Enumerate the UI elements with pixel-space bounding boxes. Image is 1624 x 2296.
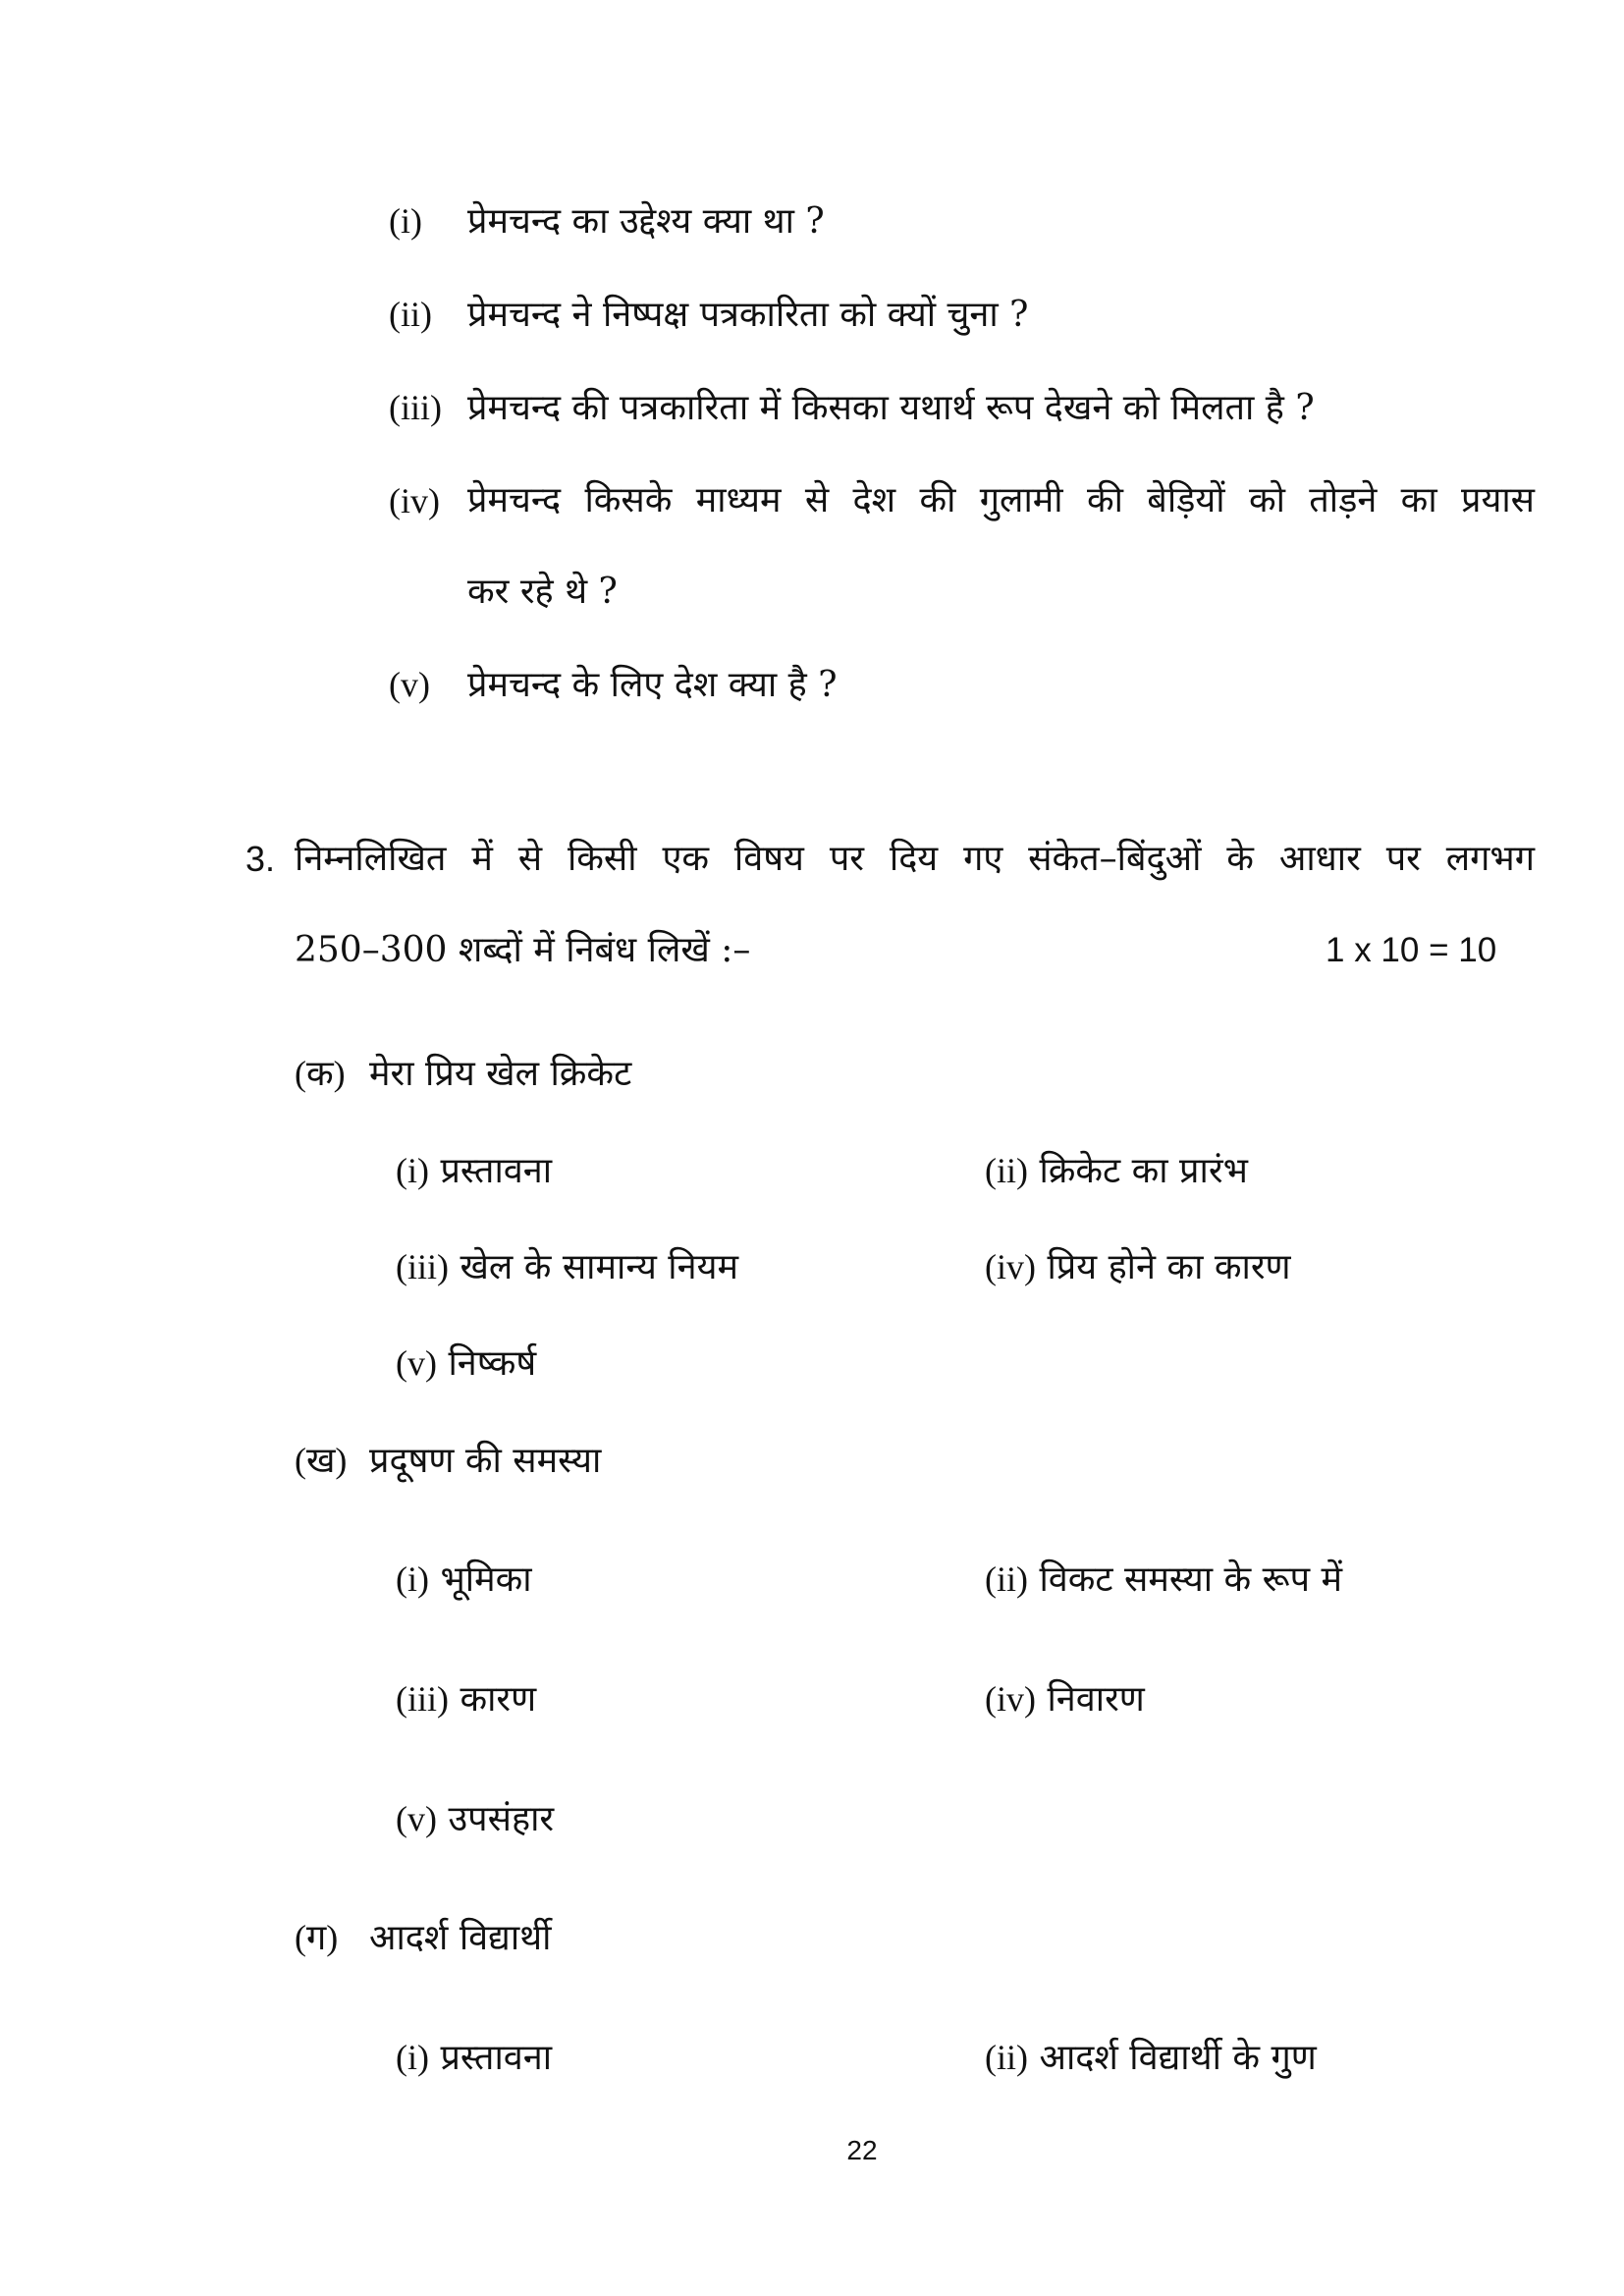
point-number: (i) xyxy=(396,1151,429,1190)
subquestion-number: (iv) xyxy=(389,481,440,520)
topic-label: (ख) xyxy=(295,1441,348,1480)
subquestion-ii xyxy=(389,291,1028,339)
topic-point xyxy=(396,1795,554,1843)
question-number: 3. xyxy=(245,839,276,879)
point-number: (i) xyxy=(396,2038,429,2077)
point-text: निष्कर्ष xyxy=(448,1343,537,1384)
subquestion-iii xyxy=(389,384,1315,432)
subquestion-text: प्रेमचन्द के लिए देश क्या है ? xyxy=(467,665,838,705)
point-text: उपसंहार xyxy=(448,1799,555,1839)
topic-point xyxy=(396,2034,552,2082)
topic-label: (क) xyxy=(295,1054,346,1093)
topic-point xyxy=(396,1339,536,1388)
topic-heading xyxy=(295,1050,631,1098)
topic-point xyxy=(985,1243,1291,1291)
topic-heading xyxy=(295,1914,552,1962)
topic-point xyxy=(396,1675,536,1723)
topic-label: (ग) xyxy=(295,1918,339,1957)
point-text: प्रस्तावना xyxy=(440,2038,553,2078)
question3-prompt-line2 xyxy=(295,927,750,974)
subquestion-text: प्रेमचन्द का उद्देश्य क्या था ? xyxy=(467,201,825,242)
subquestion-text-continued: कर रहे थे ? xyxy=(467,572,618,612)
subquestion-number: (ii) xyxy=(389,295,432,334)
subquestion-text: प्रेमचन्द की पत्रकारिता में किसका यथार्थ रूप देखने को मिलता है ? xyxy=(467,388,1315,428)
point-text: खेल के सामान्य नियम xyxy=(460,1247,738,1287)
topic-point xyxy=(985,1147,1248,1195)
point-text: प्रिय होने का कारण xyxy=(1047,1247,1291,1287)
topic-title: आदर्श विद्यार्थी xyxy=(369,1918,552,1958)
point-number: (ii) xyxy=(985,2038,1028,2077)
subquestion-number: (v) xyxy=(389,665,430,704)
subquestion-number: (iii) xyxy=(389,388,442,427)
point-number: (ii) xyxy=(985,1559,1028,1599)
point-number: (iv) xyxy=(985,1247,1036,1286)
point-number: (iv) xyxy=(985,1679,1036,1719)
point-number: (ii) xyxy=(985,1151,1028,1190)
question-prompt: निम्नलिखित में से किसी एक विषय पर दिय गए संकेत–बिंदुओं के आधार पर लगभग xyxy=(295,839,1535,879)
topic-point xyxy=(985,1556,1342,1604)
subquestion-number: (i) xyxy=(389,201,422,241)
topic-title: प्रदूषण की समस्या xyxy=(369,1441,602,1481)
subquestion-text: प्रेमचन्द ने निष्पक्ष पत्रकारिता को क्यों चुना ? xyxy=(467,295,1029,335)
point-number: (i) xyxy=(396,1559,429,1599)
topic-point xyxy=(985,2034,1317,2082)
subquestion-text: प्रेमचन्द किसके माध्यम से देश की गुलामी की बेड़ियों को तोड़ने का प्रयास xyxy=(467,480,1535,520)
point-number: (iii) xyxy=(396,1679,449,1719)
point-text: भूमिका xyxy=(440,1559,532,1600)
topic-heading xyxy=(295,1437,601,1485)
point-number: (v) xyxy=(396,1343,437,1383)
topic-point xyxy=(396,1556,532,1604)
point-number: (iii) xyxy=(396,1247,449,1286)
topic-title: मेरा प्रिय खेल क्रिकेट xyxy=(369,1054,632,1094)
point-text: निवारण xyxy=(1047,1679,1145,1720)
point-number: (v) xyxy=(396,1799,437,1838)
page-number: 22 xyxy=(846,2135,878,2165)
topic-point xyxy=(396,1147,552,1195)
subquestion-iv xyxy=(389,477,1535,524)
point-text: विकट समस्या के रूप में xyxy=(1039,1559,1343,1600)
subquestion-i xyxy=(389,197,825,246)
point-text: कारण xyxy=(460,1679,537,1720)
question-prompt-continued: 250–300 शब्दों में निबंध लिखें :– xyxy=(295,930,751,970)
point-text: प्रस्तावना xyxy=(440,1151,553,1191)
subquestion-v xyxy=(389,661,838,709)
point-text: आदर्श विद्यार्थी के गुण xyxy=(1039,2038,1317,2078)
question3-prompt-line1 xyxy=(245,836,1535,883)
point-text: क्रिकेट का प्रारंभ xyxy=(1039,1151,1248,1191)
topic-point xyxy=(396,1243,738,1291)
subquestion-iv-continuation xyxy=(467,569,618,616)
marks-allocation: 1 x 10 = 10 xyxy=(1326,931,1497,969)
topic-point xyxy=(985,1675,1145,1723)
